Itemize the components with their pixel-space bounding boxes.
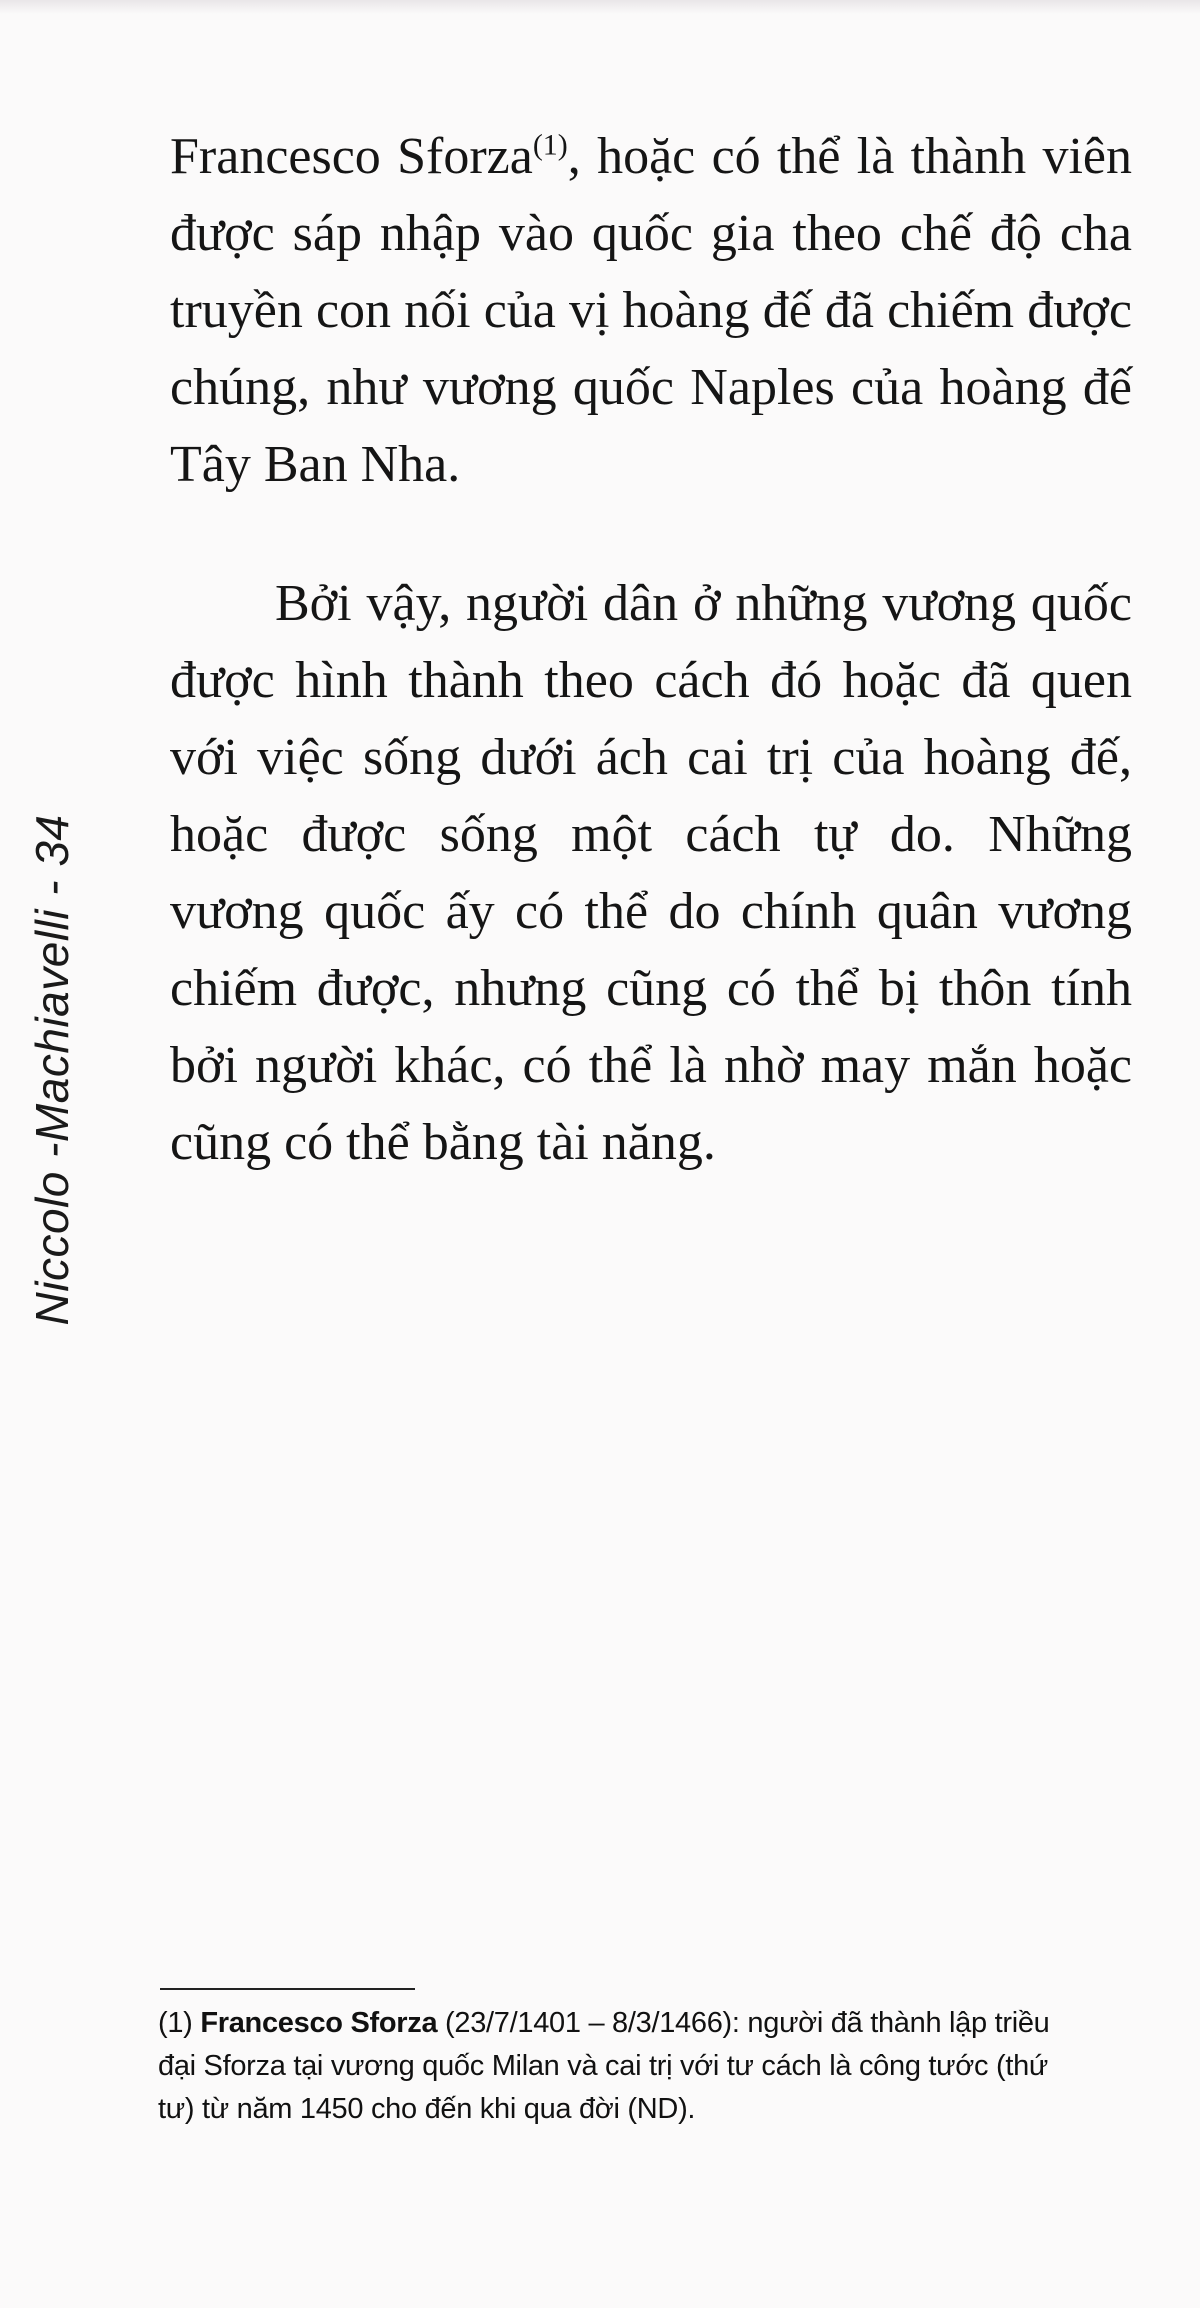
paragraph-1-start: Francesco Sforza (170, 128, 533, 185)
footnote-subject: Francesco Sforza (200, 2007, 438, 2039)
paragraph-1 (170, 118, 1132, 503)
paragraph-1-rest: , hoặc có thể là thành viên được sáp nhập vào quốc gia theo chế độ cha truyền con nối của vị hoàng đế đã chiếm được chúng, như vương quốc Naples của hoàng đế Tây Ban Nha. (170, 128, 1132, 493)
footnote-rule (160, 1988, 415, 1990)
page-top-edge (0, 0, 1200, 14)
footnote (158, 2002, 1088, 2131)
footnote-number: (1) (158, 2007, 193, 2039)
running-head: Niccolo -Machiavelli - 34 (26, 814, 78, 1326)
footnote-reference-mark: (1) (532, 128, 568, 162)
footnote-text: (23/7/1401 – 8/3/1466): người đã thành lập triều đại Sforza tại vương quốc Milan và cai trị với tư cách là công tước (thứ tư) từ năm 1450 cho đến khi qua đời (ND). (158, 2007, 1050, 2125)
paragraph-2: Bởi vậy, người dân ở những vương quốc được hình thành theo cách đó hoặc đã quen với việc sống dưới ách cai trị của hoàng đế, hoặc được sống một cách tự do. Những vương quốc ấy có thể do chính quân vương chiếm được, nhưng cũng có thể bị thôn tính bởi người khác, có thể là nhờ may mắn hoặc cũng có thể bằng tài năng. (170, 575, 1132, 1171)
show-through-drop-cap (830, 1420, 1000, 1630)
body-text (170, 118, 1132, 1181)
